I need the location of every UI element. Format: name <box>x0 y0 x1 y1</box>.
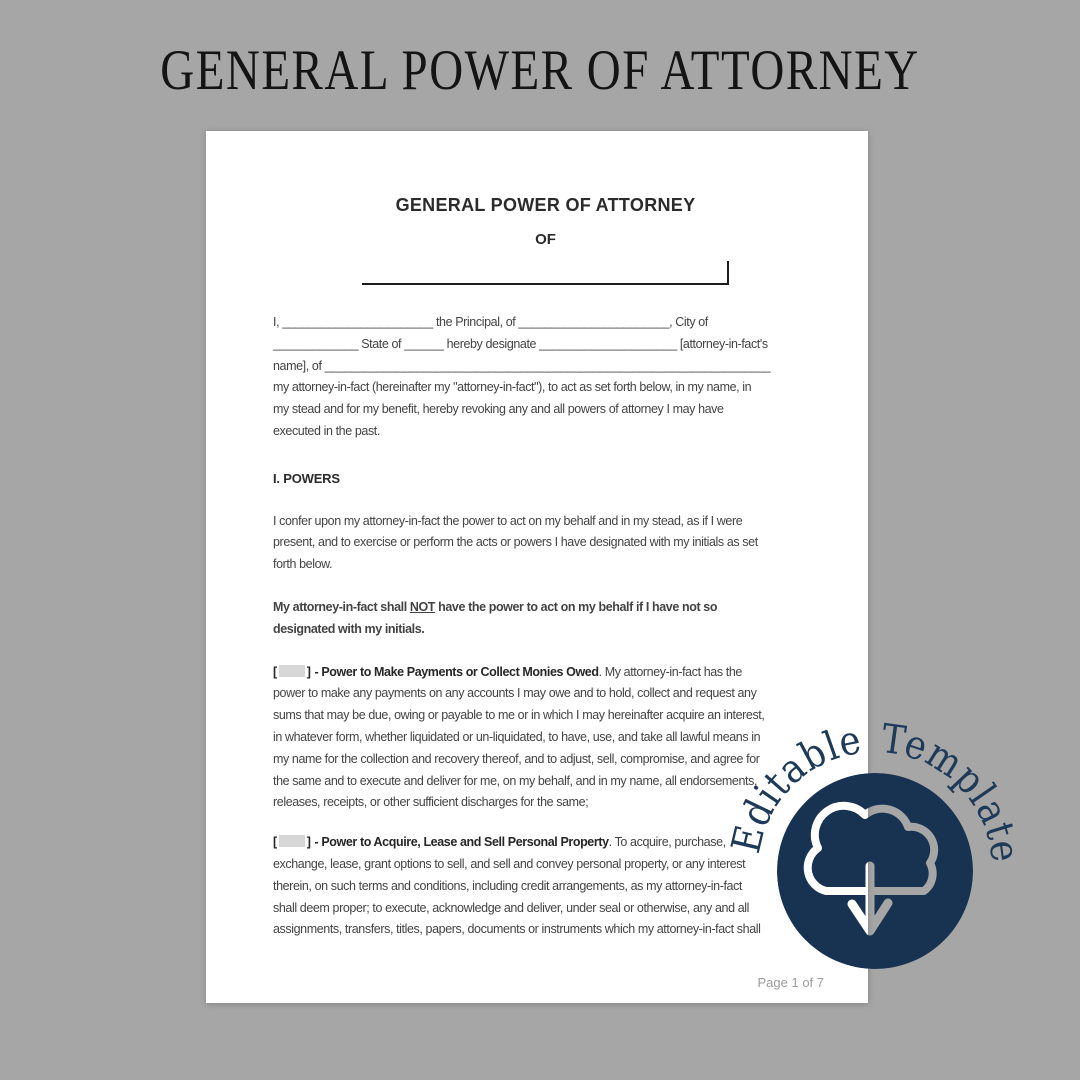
page-number: Page 1 of 7 <box>757 975 824 990</box>
power-clause-line: power to make any payments on any accounts I may owe and to hold, collect and request any <box>273 686 757 701</box>
intro-line: I, _______________________ the Principal, of _______________________, City of <box>273 315 708 329</box>
notice-prefix: My attorney-in-fact shall <box>273 599 410 614</box>
badge-arc-text: Editable Template <box>723 715 1029 868</box>
power-clause-title: - Power to Make Payments or Collect Monies Owed <box>314 664 599 679</box>
editable-template-badge <box>695 691 1055 1051</box>
power-clause-text: . To acquire, purchase, <box>608 835 726 850</box>
initials-bracket-close: ] <box>306 835 311 850</box>
power-clause-text: . My attorney-in-fact has the <box>598 664 742 679</box>
initials-bracket-open: [ <box>273 664 277 679</box>
confer-line: forth below. <box>273 557 333 572</box>
document-title: GENERAL POWER OF ATTORNEY <box>395 195 696 215</box>
intro-line: my attorney-in-fact (hereinafter my "attorney-in-fact"), to act as set forth below, in my name, in <box>273 380 752 395</box>
power-clause-line: therein, on such terms and conditions, including credit arrangements, as my attorney-in-fact <box>273 878 743 893</box>
intro-line: executed in the past. <box>273 423 380 438</box>
banner-title: GENERAL POWER OF ATTORNEY <box>160 39 920 103</box>
power-clause-title: - Power to Acquire, Lease and Sell Personal Property <box>314 835 609 850</box>
power-clause-line: shall deem proper; to execute, acknowledge and deliver, under seal or otherwise, any and all <box>273 900 750 915</box>
power-clause-line: exchange, lease, grant options to sell, and sell and convey personal property, or any interest <box>273 856 746 871</box>
initials-bracket-open: [ <box>273 835 277 850</box>
power-clause-line: sums that may be due, owing or payable to me or in which I may hereinafter acquire an interest, <box>273 708 765 723</box>
power-clause-line: releases, receipts, or other sufficient discharges for the same; <box>273 795 589 810</box>
section-heading-powers: I. POWERS <box>273 470 340 486</box>
initials-bracket-close: ] <box>306 664 311 679</box>
power-clause-line: my name for the collection and recovery thereof, and to adjust, sell, compromise, and agree for <box>273 751 760 766</box>
intro-line: _____________ State of ______ hereby designate _____________________ [attorney-in-fact's <box>273 336 768 351</box>
notice-line: designated with my initials. <box>273 621 425 636</box>
notice-underlined-word: NOT <box>409 599 436 614</box>
initials-blank-box <box>279 835 305 847</box>
confer-line: present, and to exercise or perform the acts or powers I have designated with my initials as set <box>273 535 758 550</box>
intro-line: name], of ____________________________________________________________________ <box>273 358 771 373</box>
notice-suffix: have the power to act on my behalf if I have not so <box>435 599 718 614</box>
intro-line: my stead and for my benefit, hereby revoking any and all powers of attorney I may have <box>273 402 724 417</box>
power-clause-line: in whatever form, whether liquidated or un-liquidated, to have, use, and take all lawful means in <box>273 729 761 744</box>
confer-paragraph <box>273 511 818 576</box>
confer-line: I confer upon my attorney-in-fact the power to act on my behalf and in my stead, as if I were <box>273 513 743 528</box>
notice-paragraph <box>273 597 818 641</box>
power-clause-line: the same and to execute and deliver for me, on my behalf, and in my name, all endorsements, <box>273 773 758 788</box>
download-badge-circle <box>777 773 973 969</box>
principal-name-blank <box>362 261 729 285</box>
initials-blank-box <box>279 665 305 677</box>
power-clause-line: assignments, transfers, titles, papers, documents or instruments which my attorney-in-fact shall <box>273 922 761 937</box>
document-title-of: OF <box>535 231 556 248</box>
intro-paragraph <box>273 312 818 443</box>
